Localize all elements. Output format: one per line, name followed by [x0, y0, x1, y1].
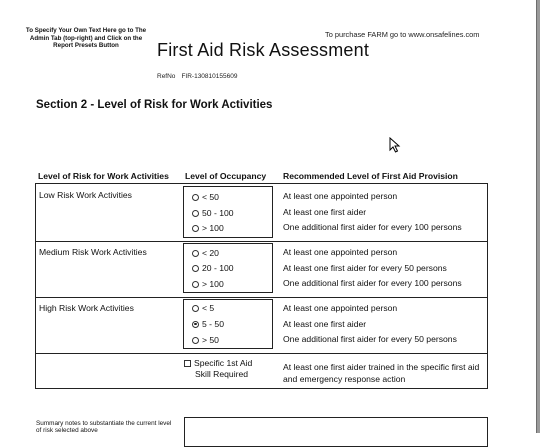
row-divider — [35, 297, 488, 298]
recommendation-text: At least one appointed person — [283, 191, 398, 201]
radio-button-icon[interactable] — [192, 225, 199, 232]
section-title: Section 2 - Level of Risk for Work Activities — [36, 99, 273, 111]
occupancy-option[interactable]: 5 - 50 — [192, 319, 224, 329]
summary-notes-label: Summary notes to substantiate the current level of risk selected above — [36, 420, 172, 435]
radio-button-icon[interactable] — [192, 305, 199, 312]
recommendation-text: One additional first aider for every 50 persons — [283, 334, 457, 344]
purchase-link-text[interactable]: To purchase FARM go to www.onsafelines.com — [325, 30, 480, 39]
summary-notes-input[interactable] — [184, 417, 488, 447]
occupancy-option[interactable]: > 50 — [192, 335, 219, 345]
specific-recommendation-text: At least one first aider trained in the specific first aid and emergency response action — [283, 362, 480, 384]
radio-button-icon[interactable] — [192, 281, 199, 288]
checkbox-icon[interactable] — [184, 360, 191, 367]
radio-button-icon[interactable] — [192, 265, 199, 272]
occupancy-option[interactable]: 50 - 100 — [192, 208, 234, 218]
radio-button-icon[interactable] — [192, 194, 199, 201]
recommendation-text: At least one first aider — [283, 207, 367, 217]
specific-label-line1: Specific 1st Aid — [194, 358, 253, 368]
specific-label-line2: Skill Required — [195, 369, 249, 379]
header-occupancy: Level of Occupancy — [185, 171, 267, 181]
recommendation-text: At least one appointed person — [283, 247, 398, 257]
mouse-pointer-icon — [389, 137, 401, 153]
occupancy-option[interactable]: 20 - 100 — [192, 263, 234, 273]
window-right-edge — [536, 0, 540, 433]
risk-label-medium: Medium Risk Work Activities — [39, 247, 147, 257]
occupancy-option[interactable]: > 100 — [192, 279, 224, 289]
risk-label-high: High Risk Work Activities — [39, 303, 134, 313]
report-preset-tip: To Specify Your Own Text Here go to The Admin Tab (top-right) and Click on the Report Presets Button — [25, 27, 147, 49]
row-divider — [35, 241, 488, 242]
recommendation-text: At least one appointed person — [283, 303, 398, 313]
occupancy-option[interactable]: > 100 — [192, 223, 224, 233]
radio-button-selected-icon[interactable] — [192, 321, 199, 328]
occupancy-option[interactable]: < 50 — [192, 192, 219, 202]
recommendation-text: At least one first aider — [283, 319, 367, 329]
recommendation-text: At least one first aider for every 50 persons — [283, 263, 447, 273]
recommendation-text: One additional first aider for every 100 persons — [283, 278, 462, 288]
radio-button-icon[interactable] — [192, 337, 199, 344]
header-recommended-provision: Recommended Level of First Aid Provision — [283, 171, 458, 181]
recommendation-text: One additional first aider for every 100 persons — [283, 222, 462, 232]
refno-value: FIR-130810155609 — [181, 73, 238, 80]
risk-label-low: Low Risk Work Activities — [39, 190, 132, 200]
page-title: First Aid Risk Assessment — [157, 40, 370, 60]
refno-label: RefNo — [157, 73, 176, 80]
row-divider — [35, 353, 488, 354]
radio-button-icon[interactable] — [192, 210, 199, 217]
header-risk-level: Level of Risk for Work Activities — [38, 171, 169, 181]
specific-first-aid-checkbox[interactable] — [184, 358, 252, 380]
radio-button-icon[interactable] — [192, 250, 199, 257]
reference-number — [157, 73, 237, 80]
occupancy-option[interactable]: < 5 — [192, 303, 214, 313]
occupancy-option[interactable]: < 20 — [192, 248, 219, 258]
